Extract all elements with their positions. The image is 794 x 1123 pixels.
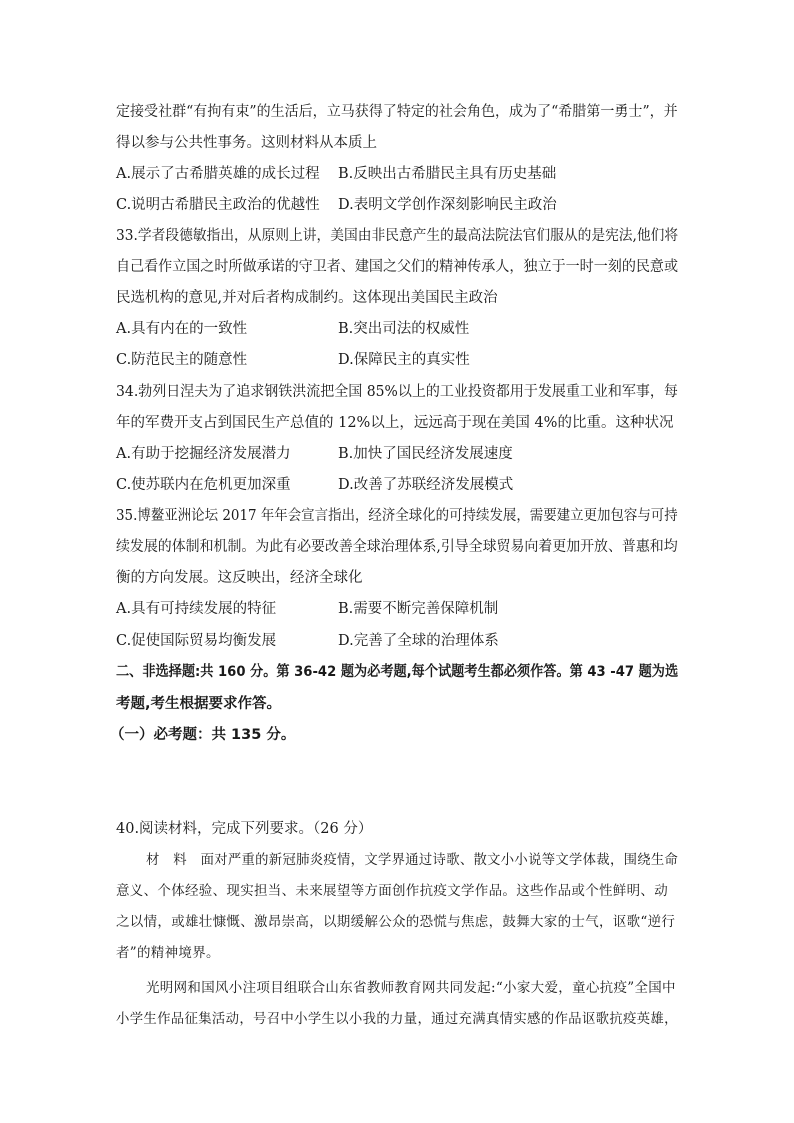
q32-text-line-1: 定接受社群“有拘有束”的生活后，立马获得了特定的社会角色，成为了“希腊第一勇士”，并 (116, 104, 678, 120)
q34-option-d: D.改善了苏联经济发展模式 (338, 477, 514, 493)
q33-option-a: A.具有内在的一致性 (116, 321, 248, 337)
q33-text-line-2: 自己看作立国之时所做承诺的守卫者、建国之父们的精神传承人，独立于一时一刻的民意或 (116, 259, 679, 275)
q34-text-line-1: 34.勃列日涅夫为了追求钢铁洪流把全国 85%以上的工业投资都用于发展重工业和军事，每 (116, 384, 678, 400)
q32-text-line-2: 得以参与公共性事务。这则材料从本质上 (116, 135, 377, 151)
q35-option-c: C.促使国际贸易均衡发展 (116, 633, 277, 649)
section2-heading-line-1: 二、非选择题:共 160 分。第 36-42 题为必考题,每个试题考生都必须作答。第 43 -47 题为选 (116, 664, 679, 680)
q40-material-line-3: 之以情，或雄壮慷慨、激昂崇高，以期缓解公众的恐慌与焦虑，鼓舞大家的士气，讴歌“逆行 (116, 914, 676, 930)
q33-option-c: C.防范民主的随意性 (116, 352, 248, 368)
q40-material-line-5: 光明网和国风小注项目组联合山东省教师教育网共同发起:“小家大爱，童心抗疫”全国中 (146, 980, 676, 996)
q40-title: 40.阅读材料，完成下列要求。（26 分） (116, 821, 373, 837)
q32-option-d: D.表明文学创作深刻影响民主政治 (338, 197, 557, 213)
q32-option-a: A.展示了古希腊英雄的成长过程 (116, 166, 320, 182)
section2-heading-line-2: 考题,考生根据要求作答。 (116, 696, 282, 712)
q35-option-d: D.完善了全球的治理体系 (338, 633, 499, 649)
q40-material-line-2: 意义、个体经验、现实担当、未来展望等方面创作抗疫文学作品。这些作品或个性鲜明、动 (116, 883, 668, 899)
q35-option-a: A.具有可持续发展的特征 (116, 601, 277, 617)
q32-option-c: C.说明古希腊民主政治的优越性 (116, 197, 320, 213)
q40-material-line-4: 者”的精神境界。 (116, 945, 220, 961)
q35-text-line-1: 35.博鳌亚洲论坛 2017 年年会宣言指出，经济全球化的可持续发展，需要建立更加包容与可持 (116, 508, 678, 524)
q40-material-line-6: 小学生作品征集活动，号召中小学生以小我的力量，通过充满真情实感的作品讴歌抗疫英雄， (116, 1011, 678, 1027)
q35-text-line-3: 衡的方向发展。这反映出，经济全球化 (116, 570, 363, 586)
q33-text-line-1: 33.学者段德敏指出，从原则上讲，美国由非民意产生的最高法院法官们服从的是宪法,他们将 (116, 228, 679, 244)
q34-option-a: A.有助于挖掘经济发展潜力 (116, 446, 291, 462)
q35-option-b: B.需要不断完善保障机制 (338, 601, 499, 617)
q33-option-b: B.突出司法的权威性 (338, 321, 470, 337)
q34-option-c: C.使苏联内在危机更加深重 (116, 477, 291, 493)
q35-text-line-2: 续发展的体制和机制。为此有必要改善全球治理体系,引导全球贸易向着更加开放、普惠和均 (116, 539, 678, 555)
q34-option-b: B.加快了国民经济发展速度 (338, 446, 513, 462)
q32-option-b: B.反映出古希腊民主具有历史基础 (338, 166, 557, 182)
q34-text-line-2: 年的军费开支占到国民生产总值的 12%以上，远远高于现在美国 4%的比重。这种状况 (116, 415, 674, 431)
q33-option-d: D.保障民主的真实性 (338, 352, 470, 368)
q33-text-line-3: 民选机构的意见,并对后者构成制约。这体现出美国民主政治 (116, 290, 498, 306)
q40-material-line-1: 材 料 面对严重的新冠肺炎疫情，文学界通过诗歌、散文小小说等文学体裁，围绕生命 (146, 852, 679, 868)
required-section-heading: （一）必考题：共 135 分。 (110, 727, 296, 743)
